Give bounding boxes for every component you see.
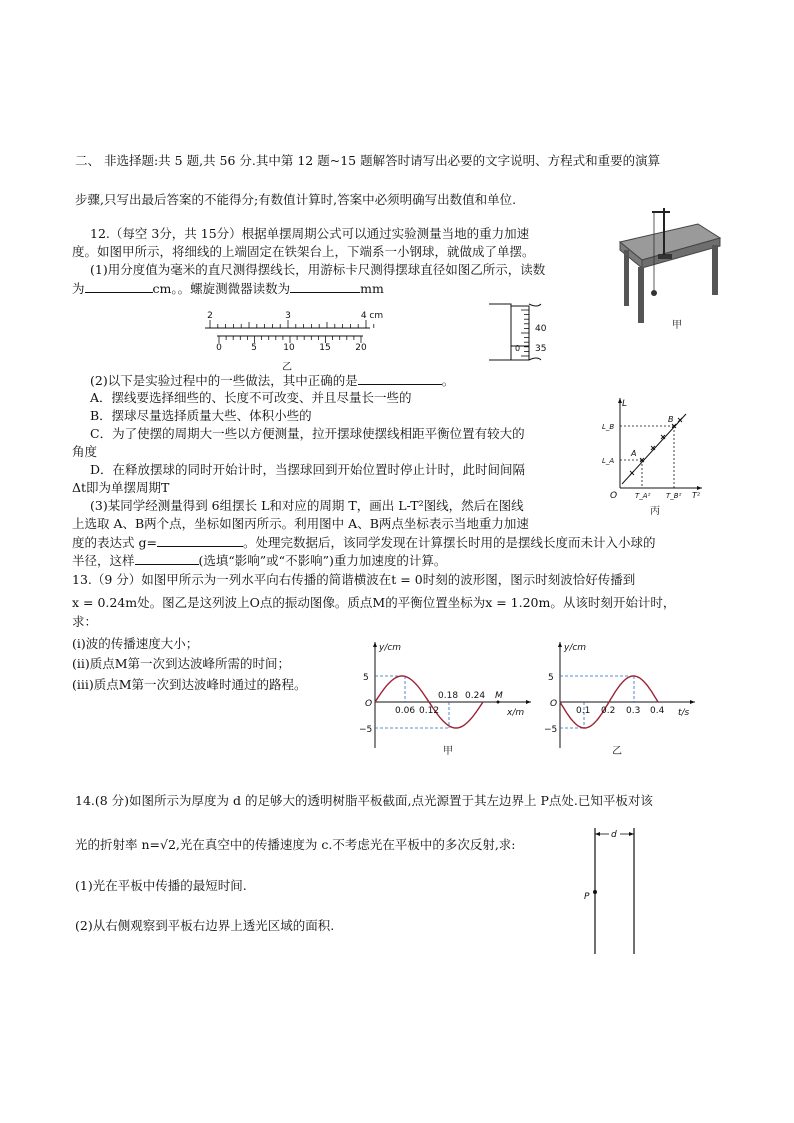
vibration-y-axis-label: y/cm	[564, 643, 587, 653]
section-heading-line1: 二、 非选择题:共 5 题,共 56 分.其中第 12 题~15 题解答时请写出必要的文字说明、方程式和重要的演算	[75, 153, 661, 168]
q14-line2: 光的折射率 n=√2,光在真空中的传播速度为 c.不考虑光在平板中的多次反射,求:	[75, 837, 516, 852]
micrometer-zero-label: 0	[515, 344, 521, 353]
vibration-y-tick-label: −5	[544, 725, 558, 735]
lt-graph-x-axis-label: T²	[692, 491, 701, 500]
caliper-vernier-tick-label: 5	[251, 343, 257, 353]
wave-point-m-label: M	[495, 691, 503, 701]
wave-x-tick-label: 0.24	[465, 691, 486, 701]
q12-part2-end: 。	[441, 373, 455, 388]
figure-jia-label: 甲	[672, 320, 682, 331]
answer-blank-caliper[interactable]	[85, 280, 153, 293]
micrometer-tick-label: 35	[535, 344, 547, 354]
vibration-x-tick-label: 0.2	[601, 706, 616, 716]
q12-part3-line1: (3)某同学经测量得到 6组摆长 L和对应的周期 T，画出 L-T²图线，然后在图线	[90, 498, 524, 513]
vibration-x-axis-label: t/s	[678, 708, 690, 718]
caliper-vernier-tick-label: 15	[319, 343, 331, 353]
slab-figure	[578, 826, 648, 956]
lt-graph-origin: O	[610, 491, 618, 501]
q12-option-c-line2: 角度	[72, 444, 98, 459]
caliper-main-tick-label: 3	[285, 311, 291, 321]
q12-part1-unit: mm	[360, 281, 384, 296]
lt-graph-la-label: L_A	[602, 457, 615, 465]
q14-sub2: (2)从右侧观察到平板右边界上透光区域的面积.	[75, 918, 335, 933]
wave-y-tick-label: 5	[363, 673, 369, 683]
q12-part2-question	[90, 372, 454, 389]
q12-part3-4-pre: 半径，这样	[72, 553, 135, 568]
slab-d-label: d	[611, 830, 617, 840]
q12-part3-line3	[72, 534, 655, 551]
lt-graph-figure	[600, 394, 706, 518]
wave-origin-label: O	[365, 699, 373, 709]
wave-caption: 甲	[443, 746, 453, 757]
vibration-x-tick-label: 0.4	[650, 706, 665, 716]
lt-graph-tb-label: T_B²	[666, 492, 682, 500]
q12-intro-line1: 12.（每空 3分，共 15分）根据单摆周期公式可以通过实验测量当地的重力加速	[90, 226, 530, 241]
pendulum-table-figure	[612, 200, 722, 335]
wave-point-m	[497, 701, 500, 704]
q12-option-a: A．摆线要选择细些的、长度不可改变、并且尽量长一些的	[90, 390, 412, 405]
wave-graph-figure	[355, 636, 535, 760]
q12-part3-post: 。处理完数据后，该同学发现在计算摆长时用的是摆线长度而未计入小球的	[242, 535, 656, 550]
q12-option-d-line1: D．在释放摆球的同时开始计时，当摆球回到开始位置时停止计时，此时间间隔	[90, 462, 526, 477]
wave-y-axis-label: y/cm	[379, 643, 402, 653]
caliper-vernier-tick-label: 20	[355, 343, 367, 353]
figure-bing-label: 丙	[650, 506, 660, 517]
answer-blank-micrometer[interactable]	[290, 280, 360, 293]
q12-part1-line1: (1)用分度值为毫米的直尺测得摆线长，用游标卡尺测得摆球直径如图乙所示，读数	[90, 262, 546, 277]
vibration-y-tick-label: 5	[548, 673, 554, 683]
figure-yi-label: 乙	[282, 362, 292, 373]
micrometer-figure	[485, 300, 565, 364]
q13-sub2: (ⅱ)质点M第一次到达波峰所需的时间；	[72, 656, 291, 671]
q12-part3-4-post: (选填“影响”或“不影响”)重力加速度的计算。	[198, 553, 447, 568]
q13-sub1: (i)波的传播速度大小；	[72, 636, 199, 651]
q13-line1: 13.（9 分）如图甲所示为一列水平向右传播的简谐横波在t = 0时刻的波形图，图示时刻波恰好传播到	[72, 572, 636, 587]
micrometer-tick-label: 40	[535, 324, 547, 334]
lt-graph-y-axis-label: L	[622, 399, 628, 409]
q12-part3-line4	[72, 552, 446, 569]
q14-line1: 14.(8 分)如图所示为厚度为 d 的足够大的透明树脂平板截面,点光源置于其左边界上 P点处.已知平板对该	[75, 793, 653, 808]
q12-option-d-line2: Δt即为单摆周期T	[72, 480, 170, 495]
slab-p-label: P	[584, 892, 590, 902]
caliper-vernier-tick-label: 10	[283, 343, 295, 353]
vibration-origin-label: O	[550, 699, 558, 709]
q12-option-b: B．摆球尽量选择质量大些、体积小些的	[90, 408, 312, 423]
wave-y-tick-label: −5	[359, 725, 373, 735]
light-source-point	[593, 890, 597, 894]
q12-part1-line2	[72, 280, 384, 297]
section-heading-line2: 步骤,只写出最后答案的不能得分;有数值计算时,答案中必须明确写出数值和单位.	[75, 192, 517, 207]
wave-x-tick-label: 0.12	[419, 706, 440, 716]
q13-line2: x = 0.24m处。图乙是这列波上O点的振动图像。质点M的平衡位置坐标为x = 1.20m。从该时刻开始计时，	[72, 595, 676, 610]
answer-blank-g[interactable]	[157, 534, 243, 547]
lt-graph-point-a-label: A	[631, 449, 637, 458]
q14-sub1: (1)光在平板中传播的最短时间.	[75, 878, 247, 893]
q12-part2-text: (2)以下是实验过程中的一些做法，其中正确的是	[90, 373, 358, 388]
q12-part3-line2: 上选取 A、B两个点，坐标如图丙所示。利用图中 A、B两点坐标表示当地重力加速	[72, 516, 529, 531]
q12-part1-pre: 为	[72, 281, 85, 296]
vernier-caliper-figure	[195, 306, 384, 374]
caliper-main-tick-label: 2	[207, 311, 213, 321]
vibration-x-tick-label: 0.3	[626, 706, 641, 716]
q13-sub3: (iii)质点M第一次到达波峰时通过的路程。	[72, 677, 307, 692]
vibration-graph-figure	[540, 636, 700, 760]
lt-graph-lb-label: L_B	[602, 423, 615, 431]
lt-graph-point-b-label: B	[668, 415, 674, 424]
q12-part1-mid: cm。。螺旋测微器读数为	[152, 281, 291, 296]
q12-option-c-line1: C．为了使摆的周期大一些以方便测量，拉开摆球使摆线相距平衡位置有较大的	[90, 426, 525, 441]
wave-x-tick-label: 0.06	[395, 706, 416, 716]
q12-part3-pre: 度的表达式 g=	[72, 535, 157, 550]
wave-x-tick-label: 0.18	[438, 691, 459, 701]
vibration-caption: 乙	[612, 746, 622, 757]
answer-blank-influence[interactable]	[135, 552, 199, 565]
q12-intro-line2: 度。如图甲所示，将细线的上端固定在铁架台上，下端系一小钢球，就做成了单摆。	[72, 244, 535, 259]
q13-line3: 求：	[72, 614, 98, 629]
wave-x-axis-label: x/m	[507, 708, 525, 718]
caliper-main-tick-label: 4 cm	[360, 311, 384, 321]
vibration-x-tick-label: 0.1	[576, 706, 591, 716]
caliper-vernier-tick-label: 0	[216, 343, 222, 353]
lt-graph-ta-label: T_A²	[635, 492, 651, 500]
